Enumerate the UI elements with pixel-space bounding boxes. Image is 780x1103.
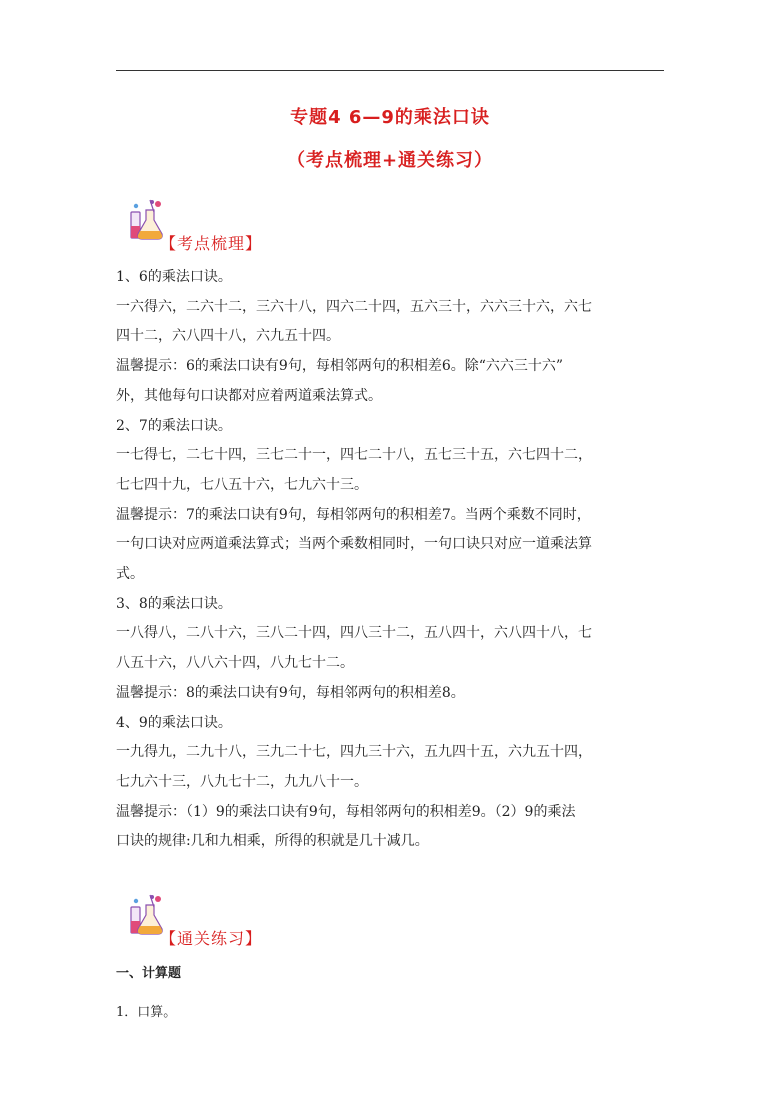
text-line: 2、7的乘法口诀。 xyxy=(116,417,232,434)
text-line: 一八得八，二八十六，三八二十四，四八三十二，五八四十，六八四十八，七 xyxy=(116,625,592,642)
text-line: 四十二，六八四十八，六九五十四。 xyxy=(116,328,340,345)
text-line: 3、8的乘法口诀。 xyxy=(116,595,232,612)
review-content xyxy=(116,263,672,857)
practice-item: 1．口算。 xyxy=(116,1005,177,1020)
practice-content xyxy=(116,962,672,1020)
text-line: 温馨提示：6的乘法口诀有9句，每相邻两句的积相差6。除“六六三十六” xyxy=(116,358,564,375)
text-line: 温馨提示：（1）9的乘法口诀有9句，每相邻两句的积相差9。（2）9的乘法 xyxy=(116,803,576,820)
text-line: 1、6的乘法口诀。 xyxy=(116,269,232,285)
section-label-review: 【考点梳理】 xyxy=(160,234,263,253)
text-line: 一句口诀对应两道乘法算式；当两个乘数相同时，一句口诀只对应一道乘法算 xyxy=(116,536,592,553)
header-rule xyxy=(116,70,664,71)
text-line: 七九六十三，八九七十二，九九八十一。 xyxy=(116,773,368,790)
section-header-practice xyxy=(128,893,428,948)
text-line: 一六得六，二六十二，三六十八，四六二十四，五六三十，六六三十六，六七 xyxy=(116,298,592,315)
text-line: 一九得九，二九十八，三九二十七，四九三十六，五九四十五，六九五十四， xyxy=(116,744,592,761)
text-line: 4、9的乘法口诀。 xyxy=(116,714,232,731)
text-line: 八五十六，八八六十四，八九七十二。 xyxy=(116,655,354,672)
text-line: 一七得七，二七十四，三七二十一，四七二十八，五七三十五，六七四十二， xyxy=(116,447,592,464)
text-line: 外，其他每句口诀都对应着两道乘法算式。 xyxy=(116,387,382,404)
text-line: 七七四十九，七八五十六，七九六十三。 xyxy=(116,476,368,493)
text-line: 温馨提示：7的乘法口诀有9句，每相邻两句的积相差7。当两个乘数不同时， xyxy=(116,506,591,523)
text-line: 口诀的规律:几和九相乘，所得的积就是几十减几。 xyxy=(116,833,429,850)
practice-heading: 一、计算题 xyxy=(116,966,182,981)
section-header-review xyxy=(128,198,428,253)
page-title: 专题4 6—9的乘法口诀 xyxy=(290,107,490,128)
section-label-practice: 【通关练习】 xyxy=(160,929,263,948)
page-subtitle: （考点梳理+通关练习） xyxy=(286,150,494,171)
text-line: 式。 xyxy=(116,566,144,583)
text-line: 温馨提示：8的乘法口诀有9句，每相邻两句的积相差8。 xyxy=(116,684,465,701)
